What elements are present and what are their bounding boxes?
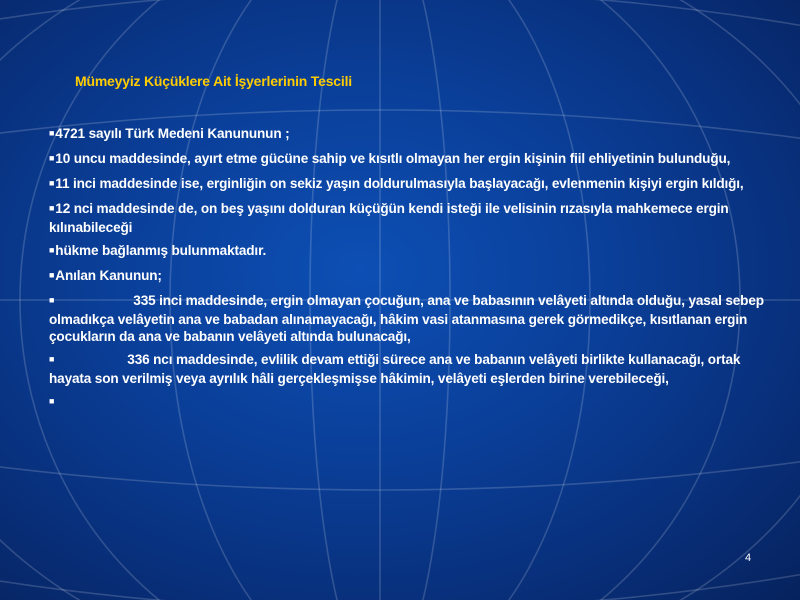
bullet-square-icon: ■ <box>49 153 55 163</box>
bullet-square-icon: ■ <box>49 178 55 188</box>
slide-title: Mümeyyiz Küçüklere Ait İşyerlerinin Tescili <box>75 73 352 89</box>
bullet-item <box>49 393 769 412</box>
bullet-item: ■4721 sayılı Türk Medeni Kanununun ; <box>49 126 290 141</box>
bullet-item: ■12 nci maddesinde de, on beş yaşını dolduran küçüğün kendi isteği ile velisinin rızasıyla mahkemece ergin kılınabileceği <box>49 201 729 235</box>
bullet-square-icon: ■ <box>49 245 55 255</box>
bullet-list <box>49 125 769 418</box>
bullet-square-icon: ■ <box>49 203 55 213</box>
bullet-square-icon: ■ <box>49 354 55 364</box>
bullet-item: ■11 inci maddesinde ise, erginliğin on sekiz yaşın doldurulmasıyla başlayacağı, evlenmenin kişiyi ergin kıldığı, <box>49 176 744 191</box>
bullet-item: ■10 uncu maddesinde, ayırt etme gücüne sahip ve kısıtlı olmayan her ergin kişinin fiil ehliyetinin bulunduğu, <box>49 151 731 166</box>
bullet-square-icon: ■ <box>49 396 55 406</box>
bullet-item: ■hükme bağlanmış bulunmaktadır. <box>49 243 267 258</box>
bullet-square-icon: ■ <box>49 270 55 280</box>
bullet-item: ■ 335 inci maddesinde, ergin olmayan çocuğun, ana ve babasının velâyeti altında olduğu, yasal sebep olmadıkça velâyetin ana ve babadan alınamayacağı, hâkim vasi atanmasına gerek görmedikçe, kısıtlanan ergin çocukların da ana ve babanın velâyeti altında bulunacağı, <box>49 293 764 344</box>
bullet-square-icon: ■ <box>49 128 55 138</box>
bullet-square-icon: ■ <box>49 295 55 305</box>
bullet-item: ■Anılan Kanunun; <box>49 268 162 283</box>
page-number: 4 <box>745 552 752 564</box>
bullet-item: ■ 336 ncı maddesinde, evlilik devam ettiği sürece ana ve babanın velâyeti birlikte kullanacağı, ortak hayata son verilmiş veya ayrılık hâli gerçekleşmişse hâkimin, velâyeti eşlerden birine verebileceği, <box>49 352 741 386</box>
